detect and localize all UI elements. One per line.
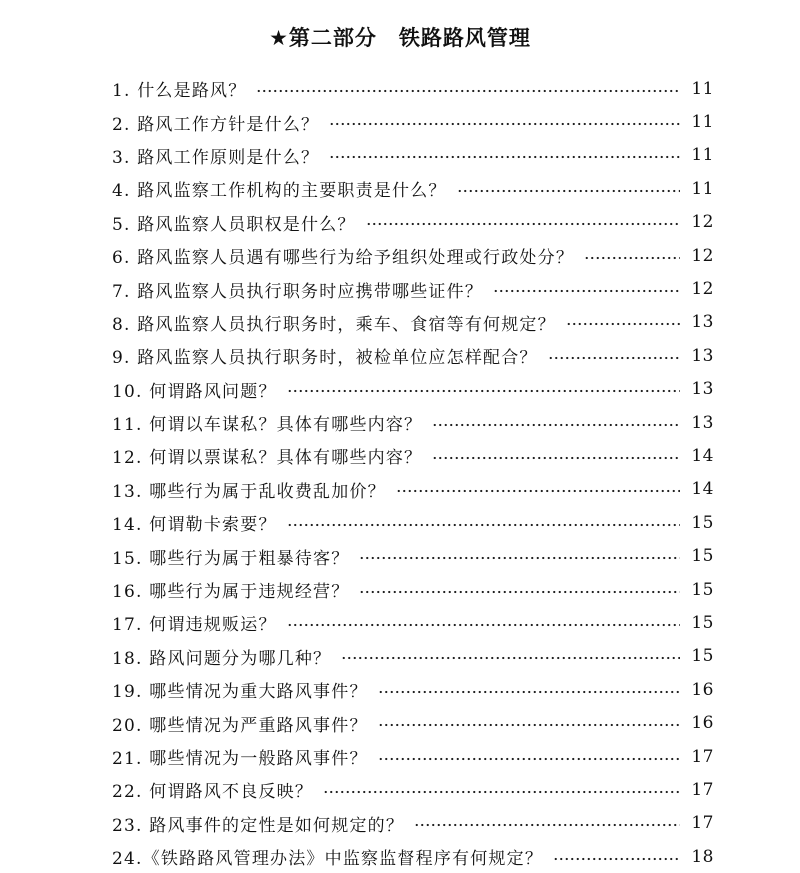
dot-leader bbox=[548, 355, 680, 361]
toc-entry bbox=[112, 573, 714, 606]
toc-entry-title: 8. 路风监察人员执行职务时，乘车、食宿等有何规定？ bbox=[112, 314, 556, 335]
dot-leader bbox=[378, 756, 680, 762]
dot-leader bbox=[432, 422, 680, 428]
toc-entry bbox=[112, 673, 714, 706]
toc-entry-title: 3. 路风工作原则是什么？ bbox=[112, 147, 320, 168]
dot-leader bbox=[359, 555, 680, 561]
toc-page-number: 17 bbox=[691, 779, 714, 800]
toc-entry-title: 5. 路风监察人员职权是什么？ bbox=[112, 214, 356, 235]
table-of-contents bbox=[112, 72, 714, 873]
toc-page-number: 11 bbox=[691, 112, 714, 133]
toc-page-number: 12 bbox=[691, 245, 714, 266]
toc-page-number: 17 bbox=[691, 813, 714, 834]
toc-entry-title: 11. 何谓以车谋私？具体有哪些内容？ bbox=[112, 415, 423, 436]
toc-entry bbox=[112, 373, 714, 406]
toc-entry bbox=[112, 706, 714, 739]
dot-leader bbox=[329, 154, 680, 160]
toc-entry-title: 4. 路风监察工作机构的主要职责是什么？ bbox=[112, 181, 447, 202]
toc-page-number: 13 bbox=[691, 412, 714, 433]
toc-entry bbox=[112, 239, 714, 272]
toc-page-number: 11 bbox=[691, 78, 714, 99]
toc-entry bbox=[112, 339, 714, 372]
dot-leader bbox=[457, 188, 680, 194]
toc-entry-title: 1. 什么是路风？ bbox=[112, 81, 247, 102]
dot-leader bbox=[566, 321, 680, 327]
toc-page-number: 11 bbox=[691, 178, 714, 199]
toc-page-number: 15 bbox=[691, 579, 714, 600]
dot-leader bbox=[287, 388, 680, 394]
toc-page-number: 13 bbox=[691, 345, 714, 366]
toc-page-number: 15 bbox=[691, 646, 714, 667]
toc-entry-title: 9. 路风监察人员执行职务时，被检单位应怎样配合？ bbox=[112, 348, 538, 369]
dot-leader bbox=[396, 488, 680, 494]
toc-entry bbox=[112, 606, 714, 639]
toc-entry bbox=[112, 105, 714, 138]
toc-entry bbox=[112, 139, 714, 172]
toc-page-number: 13 bbox=[691, 379, 714, 400]
toc-entry-title: 23. 路风事件的定性是如何规定的？ bbox=[112, 815, 405, 836]
toc-entry bbox=[112, 807, 714, 840]
toc-entry bbox=[112, 473, 714, 506]
dot-leader bbox=[378, 689, 680, 695]
toc-entry bbox=[112, 206, 714, 239]
toc-entry-title: 14. 何谓勒卡索要？ bbox=[112, 515, 277, 536]
toc-entry bbox=[112, 272, 714, 305]
toc-page-number: 14 bbox=[691, 445, 714, 466]
toc-entry-title: 17. 何谓违规贩运？ bbox=[112, 615, 277, 636]
toc-entry-title: 18. 路风问题分为哪几种？ bbox=[112, 648, 332, 669]
toc-entry-title: 12. 何谓以票谋私？具体有哪些内容？ bbox=[112, 448, 423, 469]
dot-leader bbox=[359, 589, 680, 595]
toc-entry-title: 6. 路风监察人员遇有哪些行为给予组织处理或行政处分？ bbox=[112, 248, 575, 269]
toc-entry bbox=[112, 72, 714, 105]
toc-page-number: 13 bbox=[691, 312, 714, 333]
toc-entry-title: 10. 何谓路风问题？ bbox=[112, 381, 277, 402]
toc-entry bbox=[112, 172, 714, 205]
dot-leader bbox=[366, 221, 680, 227]
toc-page-number: 16 bbox=[691, 679, 714, 700]
toc-entry-title: 22. 何谓路风不良反映？ bbox=[112, 782, 314, 803]
toc-entry-title: 21. 哪些情况为一般路风事件？ bbox=[112, 749, 368, 769]
toc-entry bbox=[112, 740, 714, 773]
toc-page-number: 14 bbox=[691, 479, 714, 500]
toc-entry-title: 2. 路风工作方针是什么？ bbox=[112, 114, 320, 135]
toc-page-number: 12 bbox=[691, 212, 714, 233]
dot-leader bbox=[287, 622, 680, 628]
toc-entry bbox=[112, 439, 714, 472]
toc-entry-title: 15. 哪些行为属于粗暴待客？ bbox=[112, 548, 350, 569]
toc-page-number: 15 bbox=[691, 612, 714, 633]
dot-leader bbox=[329, 121, 680, 127]
dot-leader bbox=[553, 856, 680, 862]
dot-leader bbox=[287, 522, 680, 528]
dot-leader bbox=[341, 655, 680, 661]
toc-entry bbox=[112, 406, 714, 439]
dot-leader bbox=[378, 722, 680, 728]
section-title: ★第二部分 铁路路风管理 bbox=[269, 26, 531, 50]
toc-entry bbox=[112, 840, 714, 873]
toc-entry-title: 16. 哪些行为属于违规经营？ bbox=[112, 582, 350, 603]
toc-page-number: 11 bbox=[691, 145, 714, 166]
toc-page-number: 18 bbox=[691, 846, 714, 867]
toc-page-number: 17 bbox=[691, 746, 714, 767]
toc-entry bbox=[112, 773, 714, 806]
toc-page-number: 15 bbox=[691, 512, 714, 533]
toc-entry-title: 24.《铁路路风管理办法》中监察监督程序有何规定？ bbox=[112, 849, 544, 870]
dot-leader bbox=[414, 822, 680, 828]
toc-entry-title: 20. 哪些情况为严重路风事件？ bbox=[112, 715, 368, 736]
toc-entry bbox=[112, 306, 714, 339]
dot-leader bbox=[256, 88, 680, 94]
toc-page-number: 12 bbox=[691, 279, 714, 300]
toc-entry-title: 19. 哪些情况为重大路风事件？ bbox=[112, 682, 368, 703]
toc-entry bbox=[112, 506, 714, 539]
dot-leader bbox=[432, 455, 680, 461]
dot-leader bbox=[584, 255, 680, 261]
toc-page-number: 16 bbox=[691, 713, 714, 734]
dot-leader bbox=[493, 288, 680, 294]
dot-leader bbox=[323, 789, 680, 795]
toc-entry bbox=[112, 640, 714, 673]
toc-entry-title: 13. 哪些行为属于乱收费乱加价？ bbox=[112, 481, 386, 502]
toc-entry-title: 7. 路风监察人员执行职务时应携带哪些证件？ bbox=[112, 281, 484, 302]
toc-page-number: 15 bbox=[691, 546, 714, 567]
toc-entry bbox=[112, 539, 714, 572]
